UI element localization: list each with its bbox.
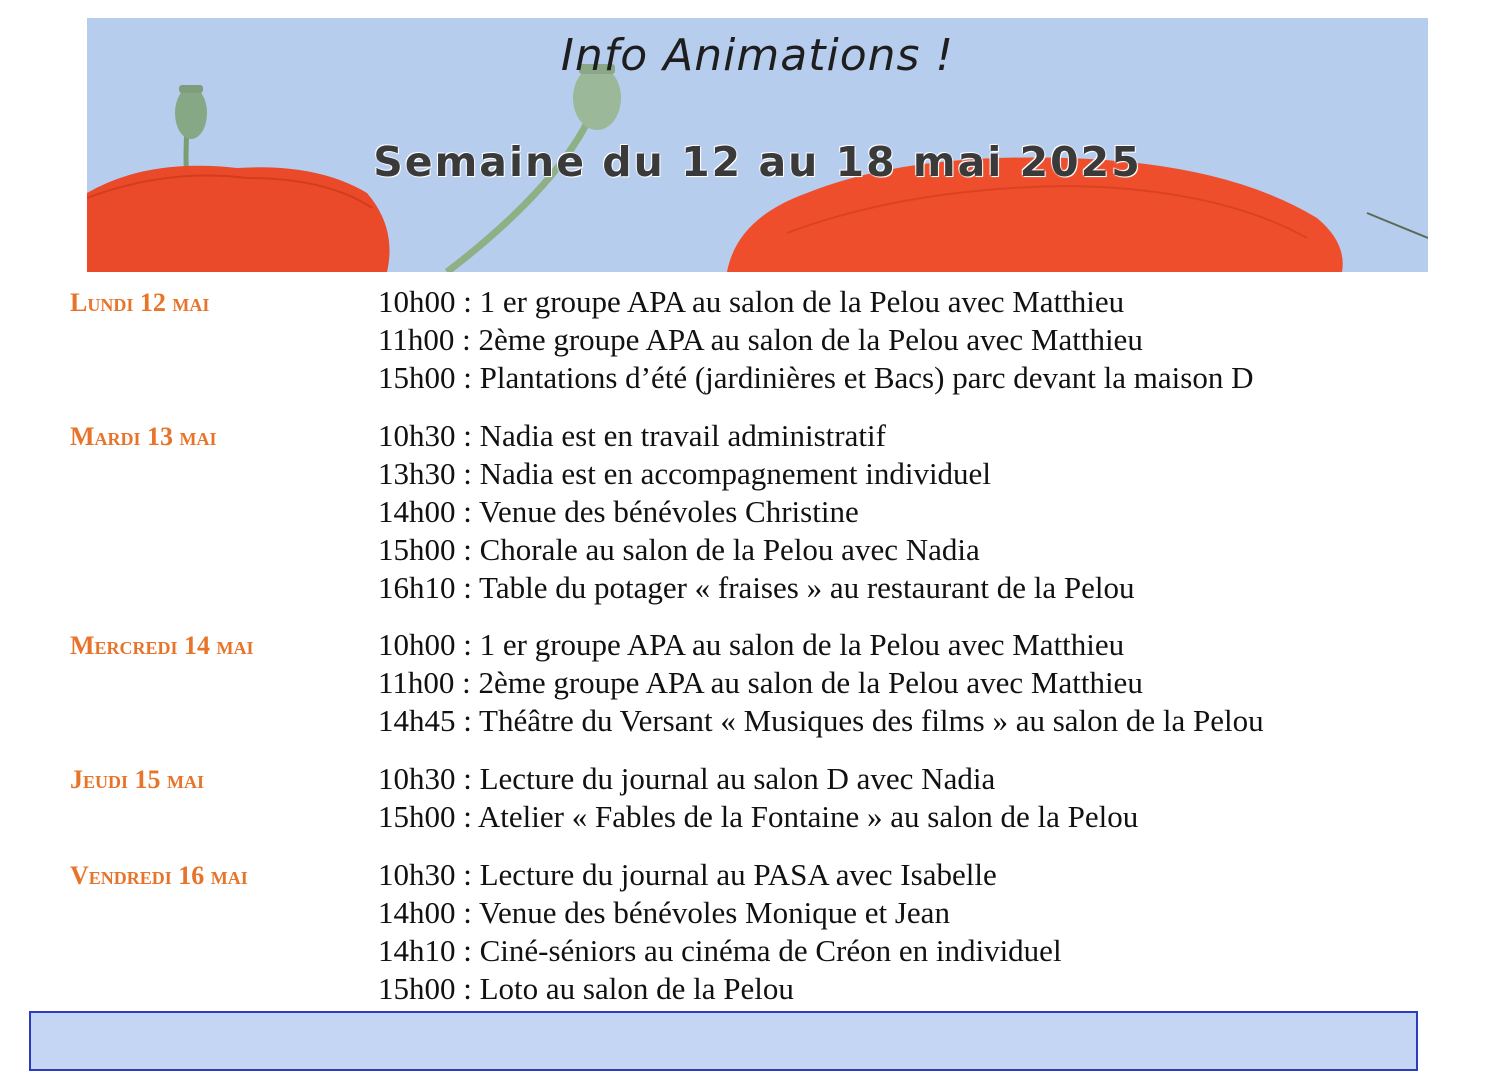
header-banner xyxy=(87,18,1428,272)
event-item: 15h00 : Plantations d’été (jardinières et Bacs) parc devant la maison D xyxy=(378,360,1254,395)
event-item: 16h10 : Table du potager « fraises » au restaurant de la Pelou xyxy=(378,570,1135,605)
event-list xyxy=(378,417,1135,607)
event-item: 10h30 : Nadia est en travail administratif xyxy=(378,418,886,453)
event-item: 13h30 : Nadia est en accompagnement individuel xyxy=(378,456,991,491)
event-item: 11h00 : 2ème groupe APA au salon de la Pelou avec Matthieu xyxy=(378,665,1143,700)
footer-box xyxy=(29,1011,1418,1071)
event-item: 14h00 : Venue des bénévoles Monique et Jean xyxy=(378,895,950,930)
day-label: Jeudi 15 mai xyxy=(70,765,205,794)
event-list xyxy=(378,760,1138,836)
week-subtitle: Semaine du 12 au 18 mai 2025 xyxy=(373,138,1142,186)
event-item: 15h00 : Atelier « Fables de la Fontaine » au salon de la Pelou xyxy=(378,799,1139,834)
day-label: Lundi 12 mai xyxy=(70,288,210,317)
event-item: 11h00 : 2ème groupe APA au salon de la Pelou avec Matthieu xyxy=(378,322,1143,357)
event-item: 10h30 : Lecture du journal au PASA avec Isabelle xyxy=(378,857,997,892)
day-label: Mercredi 14 mai xyxy=(70,631,254,660)
event-item: 14h00 : Venue des bénévoles Christine xyxy=(378,494,859,529)
event-item: 15h00 : Loto au salon de la Pelou xyxy=(378,971,794,1006)
day-label: Mardi 13 mai xyxy=(70,422,217,451)
event-item: 14h45 : Théâtre du Versant « Musiques des films » au salon de la Pelou xyxy=(378,703,1264,738)
event-item: 15h00 : Chorale au salon de la Pelou avec Nadia xyxy=(378,532,980,567)
event-item: 14h10 : Ciné-séniors au cinéma de Créon en individuel xyxy=(378,933,1062,968)
banner-title: Info Animations ! xyxy=(560,30,955,81)
event-list xyxy=(378,626,1264,740)
event-item: 10h00 : 1 er groupe APA au salon de la Pelou avec Matthieu xyxy=(378,627,1125,662)
event-list xyxy=(378,283,1253,397)
event-item: 10h30 : Lecture du journal au salon D avec Nadia xyxy=(378,761,996,796)
day-label: Vendredi 16 mai xyxy=(70,861,248,890)
event-list xyxy=(378,856,1062,1008)
event-item: 10h00 : 1 er groupe APA au salon de la Pelou avec Matthieu xyxy=(378,284,1125,319)
